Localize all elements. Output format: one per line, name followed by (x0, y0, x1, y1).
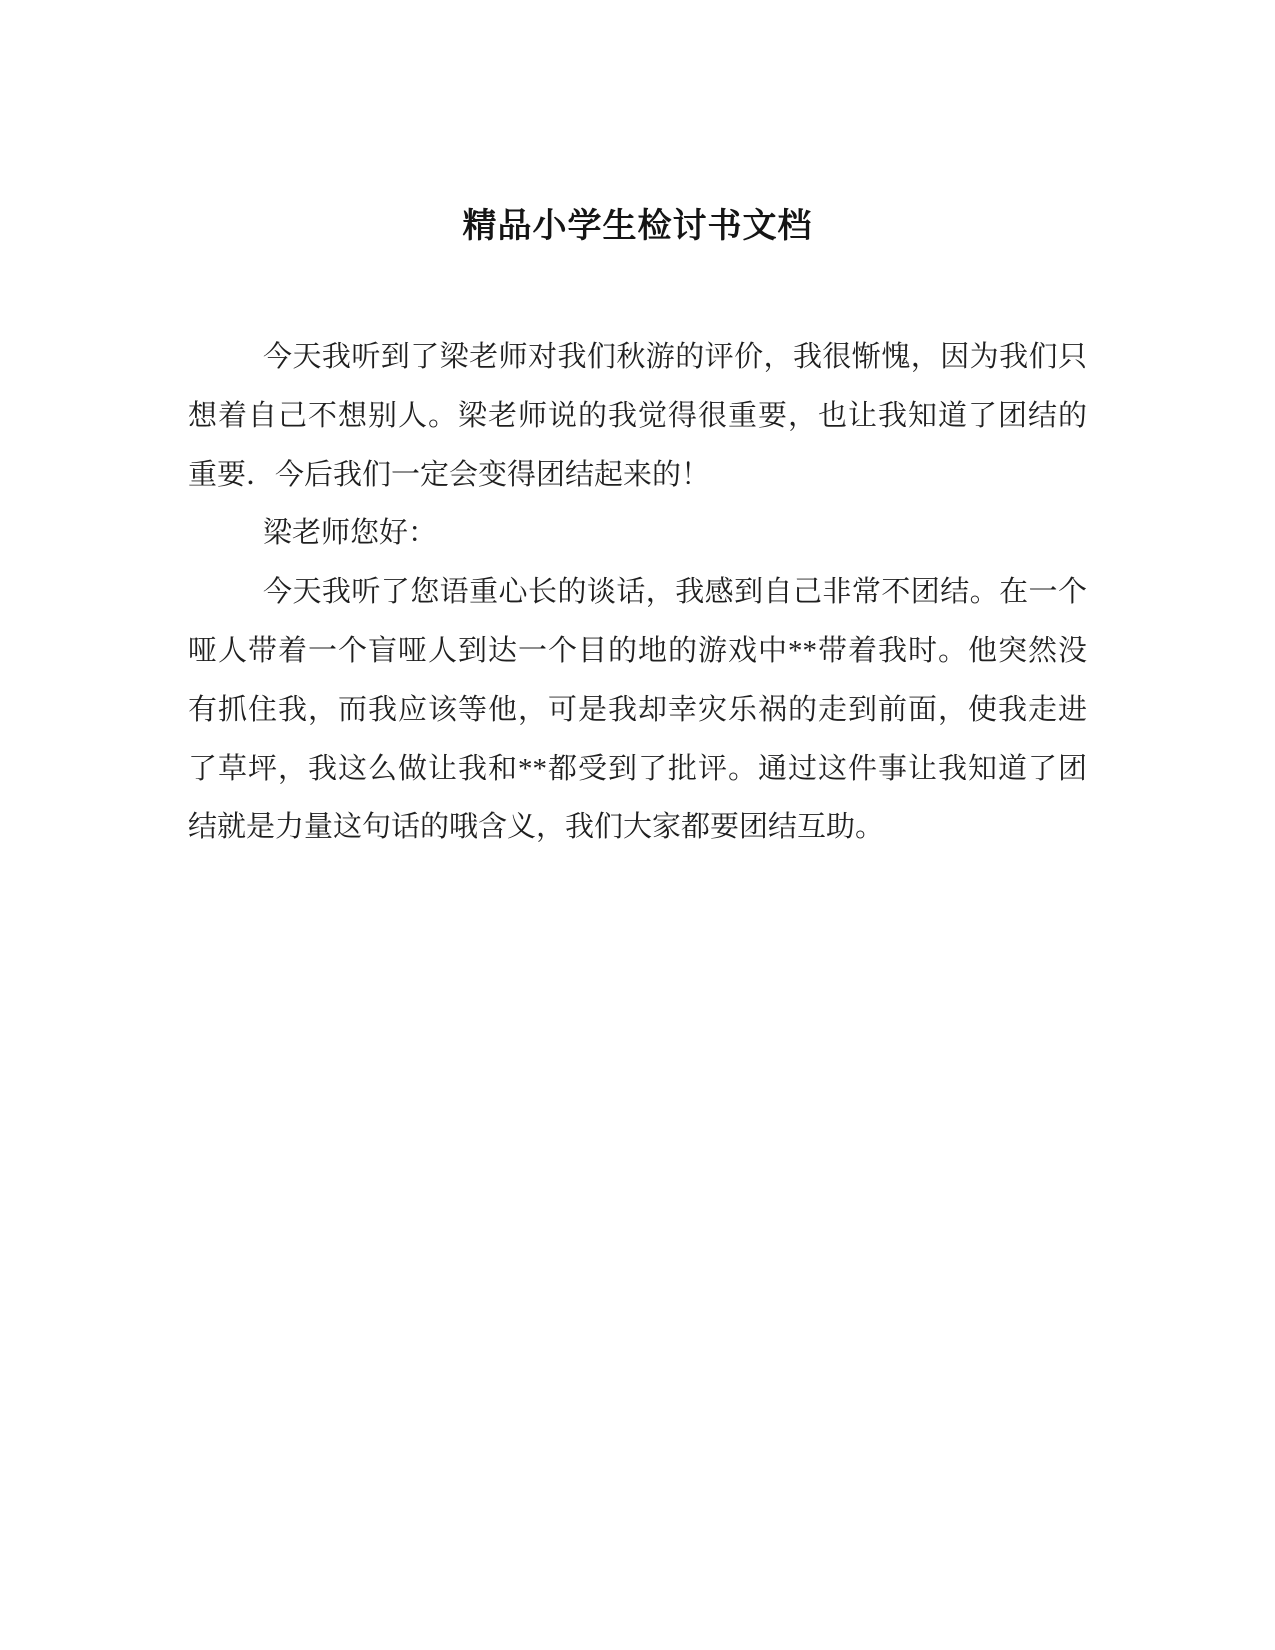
body-line: 梁老师您好： (263, 517, 438, 550)
document-title: 精品小学生检讨书文档 (462, 207, 813, 245)
body-line: 今天我听到了梁老师对我们秋游的评价，我很惭愧，因为我们只 (263, 341, 1087, 373)
body-line: 想着自己不想别人。梁老师说的我觉得很重要，也让我知道了团结的 (188, 399, 1087, 432)
body-line: 今天我听了您语重心长的谈话，我感到自己非常不团结。在一个 (263, 576, 1087, 609)
body-line: 重要．今后我们一定会变得团结起来的！ (188, 458, 711, 491)
body-line: 结就是力量这句话的哦含义，我们大家都要团结互助。 (188, 811, 885, 844)
document-body (188, 328, 1087, 857)
body-line: 哑人带着一个盲哑人到达一个目的地的游戏中**带着我时。他突然没 (188, 634, 1087, 667)
body-line: 有抓住我，而我应该等他，可是我却幸灾乐祸的走到前面，使我走进 (188, 693, 1087, 726)
body-line: 了草坪，我这么做让我和**都受到了批评。通过这件事让我知道了团 (188, 752, 1087, 785)
